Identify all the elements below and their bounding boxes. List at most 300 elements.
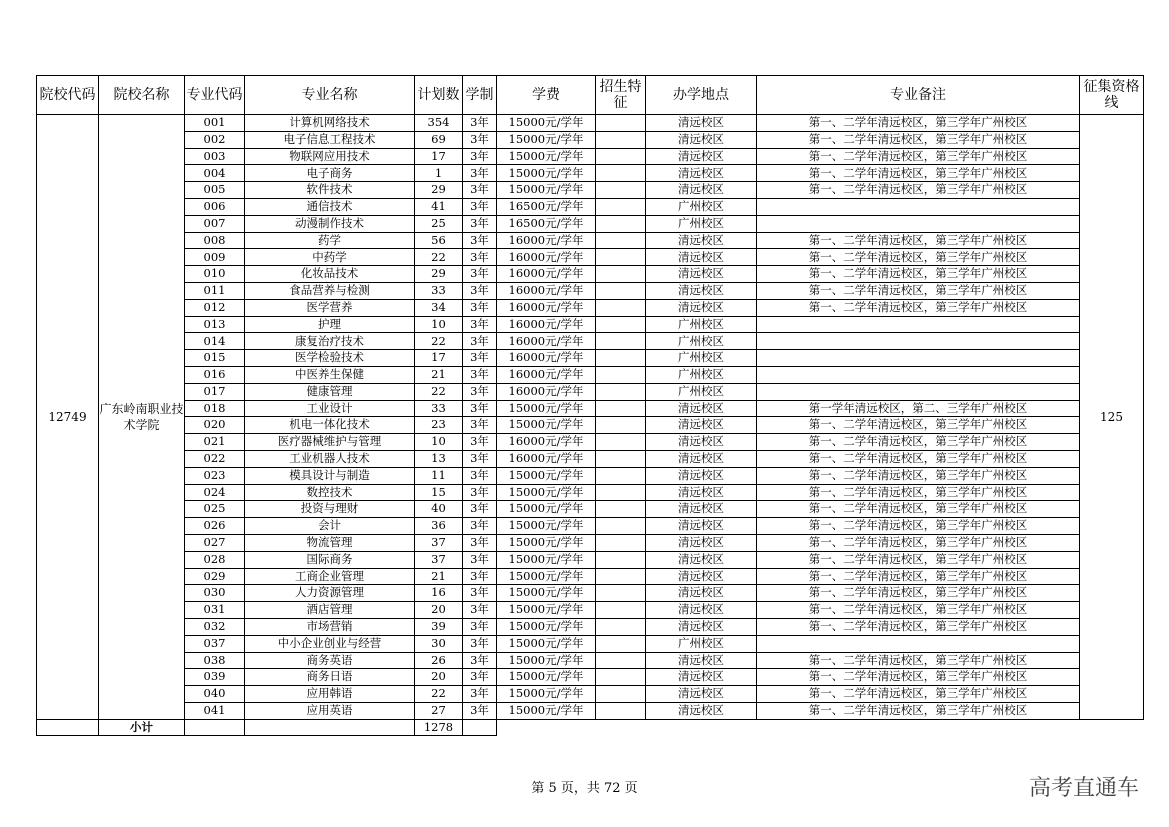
table-row	[37, 686, 1144, 703]
major-name-cell: 中药学	[245, 249, 415, 266]
plan-cell: 21	[415, 366, 463, 383]
major-code-cell: 026	[185, 518, 245, 535]
header-school-code: 院校代码	[37, 76, 99, 115]
feature-cell	[596, 434, 646, 451]
major-code-cell: 012	[185, 299, 245, 316]
major-name-cell: 中医养生保健	[245, 366, 415, 383]
subtotal-empty-cell	[245, 719, 415, 736]
location-cell: 清远校区	[646, 232, 757, 249]
plan-cell: 16	[415, 585, 463, 602]
duration-cell: 3年	[463, 148, 497, 165]
location-cell: 清远校区	[646, 501, 757, 518]
tuition-cell: 16000元/学年	[497, 249, 596, 266]
location-cell: 清远校区	[646, 417, 757, 434]
subtotal-empty-cell	[37, 719, 99, 736]
tuition-cell: 15000元/学年	[497, 551, 596, 568]
tuition-cell: 15000元/学年	[497, 115, 596, 132]
location-cell: 广州校区	[646, 350, 757, 367]
duration-cell: 3年	[463, 282, 497, 299]
threshold-cell: 125	[1080, 115, 1144, 720]
duration-cell: 3年	[463, 115, 497, 132]
feature-cell	[596, 249, 646, 266]
remark-cell: 第一、二学年清远校区，第三学年广州校区	[757, 501, 1080, 518]
location-cell: 清远校区	[646, 450, 757, 467]
remark-cell: 第一、二学年清远校区，第三学年广州校区	[757, 568, 1080, 585]
remark-cell: 第一、二学年清远校区，第三学年广州校区	[757, 484, 1080, 501]
major-code-cell: 028	[185, 551, 245, 568]
tuition-cell: 15000元/学年	[497, 618, 596, 635]
remark-cell: 第一、二学年清远校区，第三学年广州校区	[757, 618, 1080, 635]
plan-cell: 36	[415, 518, 463, 535]
table-row	[37, 366, 1144, 383]
duration-cell: 3年	[463, 568, 497, 585]
major-name-cell: 药学	[245, 232, 415, 249]
plan-cell: 21	[415, 568, 463, 585]
duration-cell: 3年	[463, 165, 497, 182]
duration-cell: 3年	[463, 618, 497, 635]
table-row	[37, 702, 1144, 719]
remark-cell: 第一、二学年清远校区，第三学年广州校区	[757, 652, 1080, 669]
major-code-cell: 032	[185, 618, 245, 635]
remark-cell: 第一、二学年清远校区，第三学年广州校区	[757, 148, 1080, 165]
subtotal-row	[37, 719, 1144, 736]
major-name-cell: 数控技术	[245, 484, 415, 501]
feature-cell	[596, 568, 646, 585]
major-code-cell: 022	[185, 450, 245, 467]
major-code-cell: 025	[185, 501, 245, 518]
header-feature: 招生特征	[596, 76, 646, 115]
remark-cell: 第一、二学年清远校区，第三学年广州校区	[757, 518, 1080, 535]
feature-cell	[596, 652, 646, 669]
duration-cell: 3年	[463, 434, 497, 451]
remark-cell: 第一、二学年清远校区，第三学年广州校区	[757, 602, 1080, 619]
tuition-cell: 15000元/学年	[497, 417, 596, 434]
tuition-cell: 15000元/学年	[497, 568, 596, 585]
admission-plan-table	[36, 75, 1144, 736]
tuition-cell: 16000元/学年	[497, 282, 596, 299]
remark-cell: 第一、二学年清远校区，第三学年广州校区	[757, 266, 1080, 283]
table-row	[37, 266, 1144, 283]
duration-cell: 3年	[463, 635, 497, 652]
remark-cell	[757, 333, 1080, 350]
major-code-cell: 015	[185, 350, 245, 367]
table-row	[37, 568, 1144, 585]
major-code-cell: 017	[185, 383, 245, 400]
major-code-cell: 041	[185, 702, 245, 719]
feature-cell	[596, 484, 646, 501]
tuition-cell: 16500元/学年	[497, 198, 596, 215]
location-cell: 清远校区	[646, 131, 757, 148]
table-row	[37, 518, 1144, 535]
feature-cell	[596, 182, 646, 199]
plan-cell: 1	[415, 165, 463, 182]
remark-cell: 第一、二学年清远校区，第三学年广州校区	[757, 434, 1080, 451]
table-row	[37, 299, 1144, 316]
tuition-cell: 16000元/学年	[497, 232, 596, 249]
major-code-cell: 005	[185, 182, 245, 199]
remark-cell: 第一、二学年清远校区，第三学年广州校区	[757, 115, 1080, 132]
tuition-cell: 16000元/学年	[497, 350, 596, 367]
duration-cell: 3年	[463, 182, 497, 199]
major-name-cell: 应用英语	[245, 702, 415, 719]
major-name-cell: 电子商务	[245, 165, 415, 182]
major-code-cell: 038	[185, 652, 245, 669]
table-row	[37, 417, 1144, 434]
major-code-cell: 039	[185, 669, 245, 686]
table-row	[37, 182, 1144, 199]
duration-cell: 3年	[463, 249, 497, 266]
plan-cell: 33	[415, 400, 463, 417]
table-row	[37, 652, 1144, 669]
feature-cell	[596, 534, 646, 551]
duration-cell: 3年	[463, 299, 497, 316]
major-name-cell: 物流管理	[245, 534, 415, 551]
plan-cell: 34	[415, 299, 463, 316]
plan-cell: 37	[415, 551, 463, 568]
table-row	[37, 484, 1144, 501]
tuition-cell: 16000元/学年	[497, 434, 596, 451]
major-code-cell: 040	[185, 686, 245, 703]
plan-cell: 30	[415, 635, 463, 652]
location-cell: 清远校区	[646, 484, 757, 501]
duration-cell: 3年	[463, 131, 497, 148]
remark-cell: 第一、二学年清远校区，第三学年广州校区	[757, 450, 1080, 467]
tuition-cell: 15000元/学年	[497, 131, 596, 148]
location-cell: 清远校区	[646, 115, 757, 132]
location-cell: 清远校区	[646, 652, 757, 669]
major-name-cell: 人力资源管理	[245, 585, 415, 602]
header-row	[37, 76, 1144, 115]
tuition-cell: 15000元/学年	[497, 484, 596, 501]
major-name-cell: 医疗器械维护与管理	[245, 434, 415, 451]
feature-cell	[596, 501, 646, 518]
location-cell: 清远校区	[646, 282, 757, 299]
major-name-cell: 机电一体化技术	[245, 417, 415, 434]
major-name-cell: 医学检验技术	[245, 350, 415, 367]
tuition-cell: 15000元/学年	[497, 602, 596, 619]
location-cell: 清远校区	[646, 686, 757, 703]
duration-cell: 3年	[463, 215, 497, 232]
major-code-cell: 001	[185, 115, 245, 132]
plan-cell: 22	[415, 333, 463, 350]
remark-cell: 第一、二学年清远校区，第三学年广州校区	[757, 165, 1080, 182]
remark-cell: 第一、二学年清远校区，第三学年广州校区	[757, 299, 1080, 316]
header-tuition: 学费	[497, 76, 596, 115]
location-cell: 清远校区	[646, 165, 757, 182]
header-school-name: 院校名称	[99, 76, 185, 115]
tuition-cell: 15000元/学年	[497, 467, 596, 484]
duration-cell: 3年	[463, 602, 497, 619]
location-cell: 清远校区	[646, 702, 757, 719]
major-name-cell: 食品营养与检测	[245, 282, 415, 299]
remark-cell: 第一、二学年清远校区，第三学年广州校区	[757, 131, 1080, 148]
major-code-cell: 007	[185, 215, 245, 232]
tuition-cell: 15000元/学年	[497, 534, 596, 551]
duration-cell: 3年	[463, 316, 497, 333]
tuition-cell: 15000元/学年	[497, 182, 596, 199]
tuition-cell: 16000元/学年	[497, 316, 596, 333]
duration-cell: 3年	[463, 702, 497, 719]
duration-cell: 3年	[463, 383, 497, 400]
major-code-cell: 008	[185, 232, 245, 249]
major-code-cell: 010	[185, 266, 245, 283]
major-code-cell: 020	[185, 417, 245, 434]
table-row	[37, 115, 1144, 132]
tuition-cell: 16000元/学年	[497, 450, 596, 467]
location-cell: 广州校区	[646, 215, 757, 232]
table-row	[37, 400, 1144, 417]
plan-cell: 39	[415, 618, 463, 635]
plan-cell: 25	[415, 215, 463, 232]
remark-cell	[757, 350, 1080, 367]
tuition-cell: 15000元/学年	[497, 501, 596, 518]
feature-cell	[596, 198, 646, 215]
plan-cell: 15	[415, 484, 463, 501]
remark-cell	[757, 383, 1080, 400]
table-row	[37, 148, 1144, 165]
major-name-cell: 市场营销	[245, 618, 415, 635]
feature-cell	[596, 299, 646, 316]
major-name-cell: 投资与理财	[245, 501, 415, 518]
remark-cell: 第一、二学年清远校区，第三学年广州校区	[757, 467, 1080, 484]
major-code-cell: 031	[185, 602, 245, 619]
remark-cell	[757, 198, 1080, 215]
major-code-cell: 037	[185, 635, 245, 652]
location-cell: 清远校区	[646, 669, 757, 686]
feature-cell	[596, 366, 646, 383]
location-cell: 清远校区	[646, 400, 757, 417]
feature-cell	[596, 333, 646, 350]
feature-cell	[596, 417, 646, 434]
plan-cell: 22	[415, 249, 463, 266]
remark-cell: 第一、二学年清远校区，第三学年广州校区	[757, 182, 1080, 199]
duration-cell: 3年	[463, 585, 497, 602]
duration-cell: 3年	[463, 232, 497, 249]
duration-cell: 3年	[463, 450, 497, 467]
plan-cell: 27	[415, 702, 463, 719]
major-name-cell: 计算机网络技术	[245, 115, 415, 132]
table-row	[37, 165, 1144, 182]
plan-cell: 23	[415, 417, 463, 434]
duration-cell: 3年	[463, 669, 497, 686]
remark-cell: 第一、二学年清远校区，第三学年广州校区	[757, 686, 1080, 703]
remark-cell	[757, 635, 1080, 652]
plan-cell: 20	[415, 602, 463, 619]
location-cell: 广州校区	[646, 383, 757, 400]
major-name-cell: 电子信息工程技术	[245, 131, 415, 148]
table-row	[37, 215, 1144, 232]
major-code-cell: 003	[185, 148, 245, 165]
major-name-cell: 工商企业管理	[245, 568, 415, 585]
major-name-cell: 动漫制作技术	[245, 215, 415, 232]
duration-cell: 3年	[463, 484, 497, 501]
feature-cell	[596, 551, 646, 568]
location-cell: 清远校区	[646, 434, 757, 451]
header-location: 办学地点	[646, 76, 757, 115]
tuition-cell: 16000元/学年	[497, 266, 596, 283]
table-row	[37, 450, 1144, 467]
duration-cell: 3年	[463, 333, 497, 350]
subtotal-empty-cell	[185, 719, 245, 736]
header-remark: 专业备注	[757, 76, 1080, 115]
major-code-cell: 011	[185, 282, 245, 299]
major-name-cell: 健康管理	[245, 383, 415, 400]
duration-cell: 3年	[463, 400, 497, 417]
header-major-name: 专业名称	[245, 76, 415, 115]
major-code-cell: 009	[185, 249, 245, 266]
tuition-cell: 16000元/学年	[497, 383, 596, 400]
plan-cell: 20	[415, 669, 463, 686]
feature-cell	[596, 232, 646, 249]
duration-cell: 3年	[463, 518, 497, 535]
major-name-cell: 国际商务	[245, 551, 415, 568]
major-code-cell: 014	[185, 333, 245, 350]
feature-cell	[596, 383, 646, 400]
location-cell: 清远校区	[646, 518, 757, 535]
feature-cell	[596, 669, 646, 686]
tuition-cell: 15000元/学年	[497, 165, 596, 182]
location-cell: 清远校区	[646, 585, 757, 602]
duration-cell: 3年	[463, 350, 497, 367]
tuition-cell: 15000元/学年	[497, 635, 596, 652]
plan-cell: 26	[415, 652, 463, 669]
table-row	[37, 602, 1144, 619]
duration-cell: 3年	[463, 266, 497, 283]
subtotal-label: 小计	[99, 719, 185, 736]
tuition-cell: 15000元/学年	[497, 585, 596, 602]
table-row	[37, 198, 1144, 215]
table-row	[37, 131, 1144, 148]
tuition-cell: 16500元/学年	[497, 215, 596, 232]
plan-cell: 22	[415, 383, 463, 400]
feature-cell	[596, 702, 646, 719]
major-name-cell: 物联网应用技术	[245, 148, 415, 165]
major-name-cell: 软件技术	[245, 182, 415, 199]
table-row	[37, 383, 1144, 400]
feature-cell	[596, 350, 646, 367]
major-name-cell: 工业机器人技术	[245, 450, 415, 467]
location-cell: 清远校区	[646, 568, 757, 585]
remark-cell: 第一、二学年清远校区，第三学年广州校区	[757, 669, 1080, 686]
location-cell: 清远校区	[646, 249, 757, 266]
table-row	[37, 618, 1144, 635]
plan-cell: 29	[415, 266, 463, 283]
remark-cell	[757, 366, 1080, 383]
major-code-cell: 029	[185, 568, 245, 585]
location-cell: 清远校区	[646, 182, 757, 199]
feature-cell	[596, 266, 646, 283]
duration-cell: 3年	[463, 501, 497, 518]
location-cell: 清远校区	[646, 618, 757, 635]
plan-cell: 13	[415, 450, 463, 467]
duration-cell: 3年	[463, 417, 497, 434]
location-cell: 广州校区	[646, 635, 757, 652]
feature-cell	[596, 215, 646, 232]
major-name-cell: 医学营养	[245, 299, 415, 316]
duration-cell: 3年	[463, 686, 497, 703]
major-code-cell: 030	[185, 585, 245, 602]
table-row	[37, 635, 1144, 652]
table-row	[37, 551, 1144, 568]
plan-cell: 10	[415, 434, 463, 451]
major-code-cell: 006	[185, 198, 245, 215]
remark-cell	[757, 215, 1080, 232]
major-name-cell: 会计	[245, 518, 415, 535]
remark-cell: 第一、二学年清远校区，第三学年广州校区	[757, 534, 1080, 551]
location-cell: 广州校区	[646, 333, 757, 350]
remark-cell: 第一、二学年清远校区，第三学年广州校区	[757, 232, 1080, 249]
tuition-cell: 15000元/学年	[497, 148, 596, 165]
table-row	[37, 249, 1144, 266]
duration-cell: 3年	[463, 551, 497, 568]
header-threshold: 征集资格线	[1080, 76, 1144, 115]
subtotal-empty-cell	[463, 719, 497, 736]
tuition-cell: 15000元/学年	[497, 686, 596, 703]
location-cell: 广州校区	[646, 366, 757, 383]
major-name-cell: 中小企业创业与经营	[245, 635, 415, 652]
major-code-cell: 018	[185, 400, 245, 417]
major-name-cell: 通信技术	[245, 198, 415, 215]
remark-cell: 第一、二学年清远校区，第三学年广州校区	[757, 551, 1080, 568]
remark-cell: 第一学年清远校区，第二、三学年广州校区	[757, 400, 1080, 417]
tuition-cell: 15000元/学年	[497, 400, 596, 417]
major-code-cell: 021	[185, 434, 245, 451]
major-name-cell: 康复治疗技术	[245, 333, 415, 350]
table-row	[37, 316, 1144, 333]
major-name-cell: 应用韩语	[245, 686, 415, 703]
location-cell: 清远校区	[646, 148, 757, 165]
plan-cell: 354	[415, 115, 463, 132]
feature-cell	[596, 686, 646, 703]
feature-cell	[596, 585, 646, 602]
major-name-cell: 商务日语	[245, 669, 415, 686]
major-name-cell: 模具设计与制造	[245, 467, 415, 484]
tuition-cell: 15000元/学年	[497, 669, 596, 686]
major-code-cell: 024	[185, 484, 245, 501]
major-name-cell: 护理	[245, 316, 415, 333]
feature-cell	[596, 316, 646, 333]
tuition-cell: 16000元/学年	[497, 299, 596, 316]
feature-cell	[596, 282, 646, 299]
feature-cell	[596, 518, 646, 535]
subtotal-plan: 1278	[415, 719, 463, 736]
table-row	[37, 501, 1144, 518]
header-major-code: 专业代码	[185, 76, 245, 115]
table-row	[37, 232, 1144, 249]
table-row	[37, 467, 1144, 484]
location-cell: 广州校区	[646, 316, 757, 333]
major-name-cell: 工业设计	[245, 400, 415, 417]
duration-cell: 3年	[463, 198, 497, 215]
plan-cell: 40	[415, 501, 463, 518]
duration-cell: 3年	[463, 467, 497, 484]
plan-cell: 29	[415, 182, 463, 199]
plan-cell: 11	[415, 467, 463, 484]
feature-cell	[596, 467, 646, 484]
table-row	[37, 434, 1144, 451]
major-name-cell: 化妆品技术	[245, 266, 415, 283]
major-code-cell: 016	[185, 366, 245, 383]
school-name-cell: 广东岭南职业技术学院	[99, 115, 185, 720]
feature-cell	[596, 131, 646, 148]
page-number: 第 5 页，共 72 页	[531, 781, 638, 796]
table-row	[37, 585, 1144, 602]
tuition-cell: 16000元/学年	[497, 366, 596, 383]
major-name-cell: 酒店管理	[245, 602, 415, 619]
major-code-cell: 013	[185, 316, 245, 333]
remark-cell	[757, 316, 1080, 333]
location-cell: 清远校区	[646, 467, 757, 484]
